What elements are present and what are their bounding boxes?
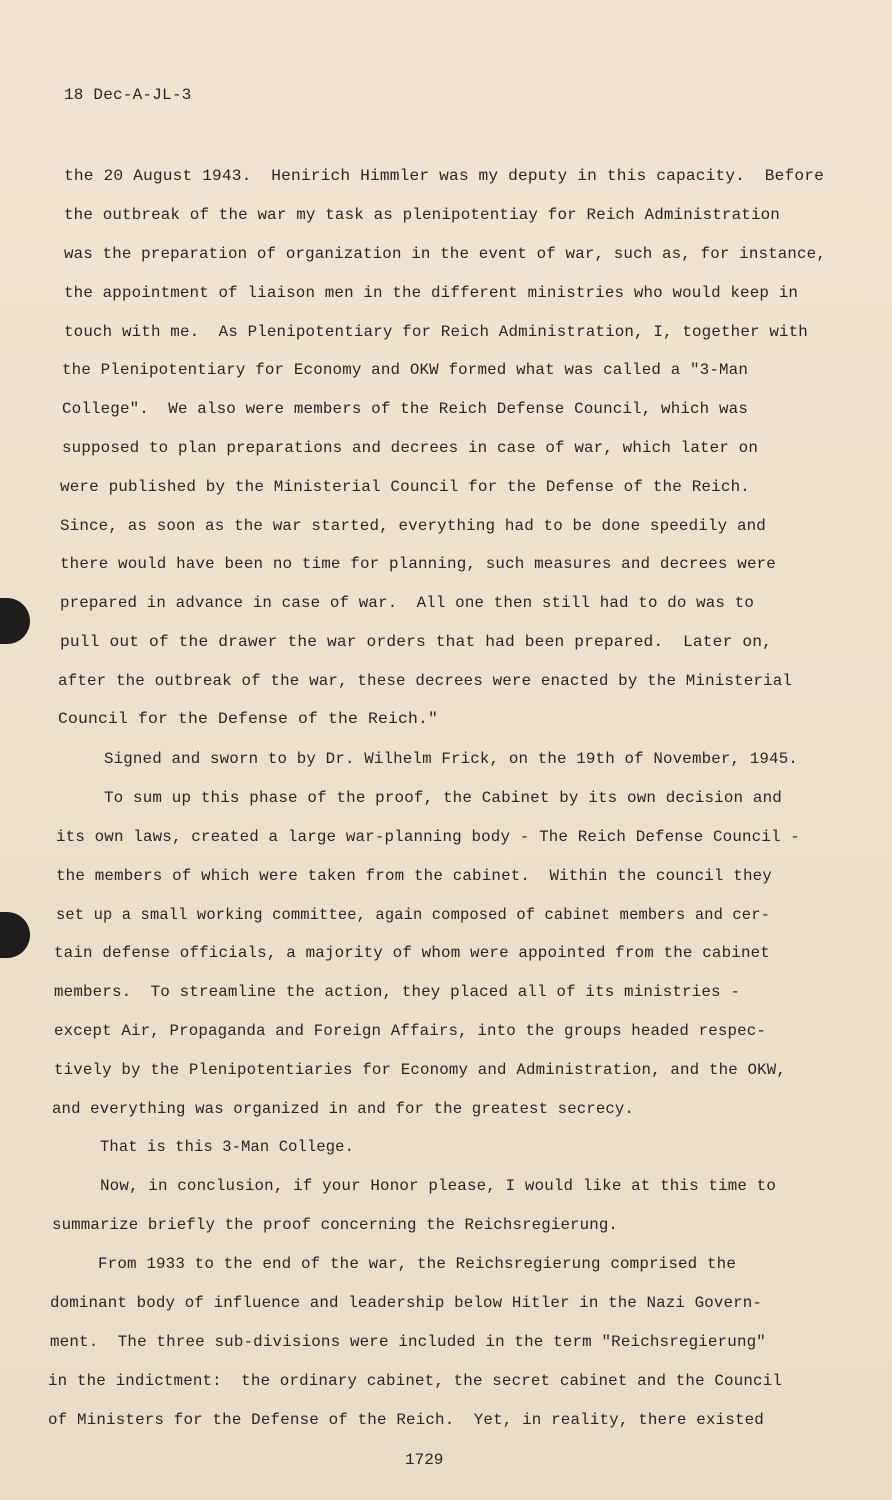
text-line: the members of which were taken from the cabinet. Within the council they: [56, 867, 772, 885]
text-line: ment. The three sub-divisions were included in the term "Reichsregierung": [50, 1333, 766, 1351]
text-line: in the indictment: the ordinary cabinet, the secret cabinet and the Council: [48, 1372, 783, 1390]
text-line: touch with me. As Plenipotentiary for Reich Administration, I, together with: [64, 323, 808, 341]
page-number: 1729: [405, 1451, 444, 1469]
text-line: the appointment of liaison men in the different ministries who would keep in: [64, 284, 799, 302]
text-line: of Ministers for the Defense of the Reich. Yet, in reality, there existed: [48, 1411, 764, 1429]
text-line: prepared in advance in case of war. All one then still had to do was to: [60, 594, 754, 612]
text-line: That is this 3-Man College.: [100, 1138, 355, 1156]
text-line: supposed to plan preparations and decrees in case of war, which later on: [62, 439, 759, 457]
text-line: From 1933 to the end of the war, the Reichsregierung comprised the: [98, 1255, 737, 1273]
text-line: after the outbreak of the war, these decrees were enacted by the Ministerial: [58, 672, 793, 690]
text-line: its own laws, created a large war-planning body - The Reich Defense Council -: [56, 828, 800, 846]
punch-hole-lower: [0, 912, 30, 958]
text-line: were published by the Ministerial Council for the Defense of the Reich.: [60, 478, 751, 496]
text-line: College". We also were members of the Reich Defense Council, which was: [62, 400, 749, 418]
text-line: To sum up this phase of the proof, the Cabinet by its own decision and: [104, 789, 782, 807]
text-line: members. To streamline the action, they placed all of its ministries -: [54, 983, 741, 1001]
text-line: summarize briefly the proof concerning the Reichsregierung.: [52, 1216, 619, 1234]
text-line: the Plenipotentiary for Economy and OKW formed what was called a "3-Man: [62, 361, 749, 379]
document-reference: 18 Dec-A-JL-3: [64, 86, 192, 104]
text-line: set up a small working committee, again composed of cabinet members and cer-: [56, 906, 770, 924]
text-line: tively by the Plenipotentiaries for Economy and Administration, and the OKW,: [54, 1061, 787, 1079]
punch-hole-upper: [0, 598, 30, 644]
text-line: there would have been no time for planning, such measures and decrees were: [60, 555, 776, 573]
text-line: and everything was organized in and for the greatest secrecy.: [52, 1100, 635, 1118]
text-line: pull out of the drawer the war orders that had been prepared. Later on,: [60, 633, 773, 651]
text-line: the 20 August 1943. Henirich Himmler was my deputy in this capacity. Before: [64, 167, 825, 185]
text-line: Council for the Defense of the Reich.": [58, 710, 439, 728]
text-line: was the preparation of organization in the event of war, such as, for instance,: [64, 245, 826, 263]
text-line: except Air, Propaganda and Foreign Affairs, into the groups headed respec-: [54, 1022, 767, 1040]
text-line: dominant body of influence and leadership below Hitler in the Nazi Govern-: [50, 1294, 763, 1312]
text-line: tain defense officials, a majority of whom were appointed from the cabinet: [54, 944, 770, 962]
text-line: Signed and sworn to by Dr. Wilhelm Frick, on the 19th of November, 1945.: [104, 750, 798, 768]
text-line: the outbreak of the war my task as plenipotentiay for Reich Administration: [64, 206, 780, 224]
text-line: Now, in conclusion, if your Honor please, I would like at this time to: [100, 1177, 776, 1195]
text-line: Since, as soon as the war started, everything had to be done speedily and: [60, 517, 766, 535]
